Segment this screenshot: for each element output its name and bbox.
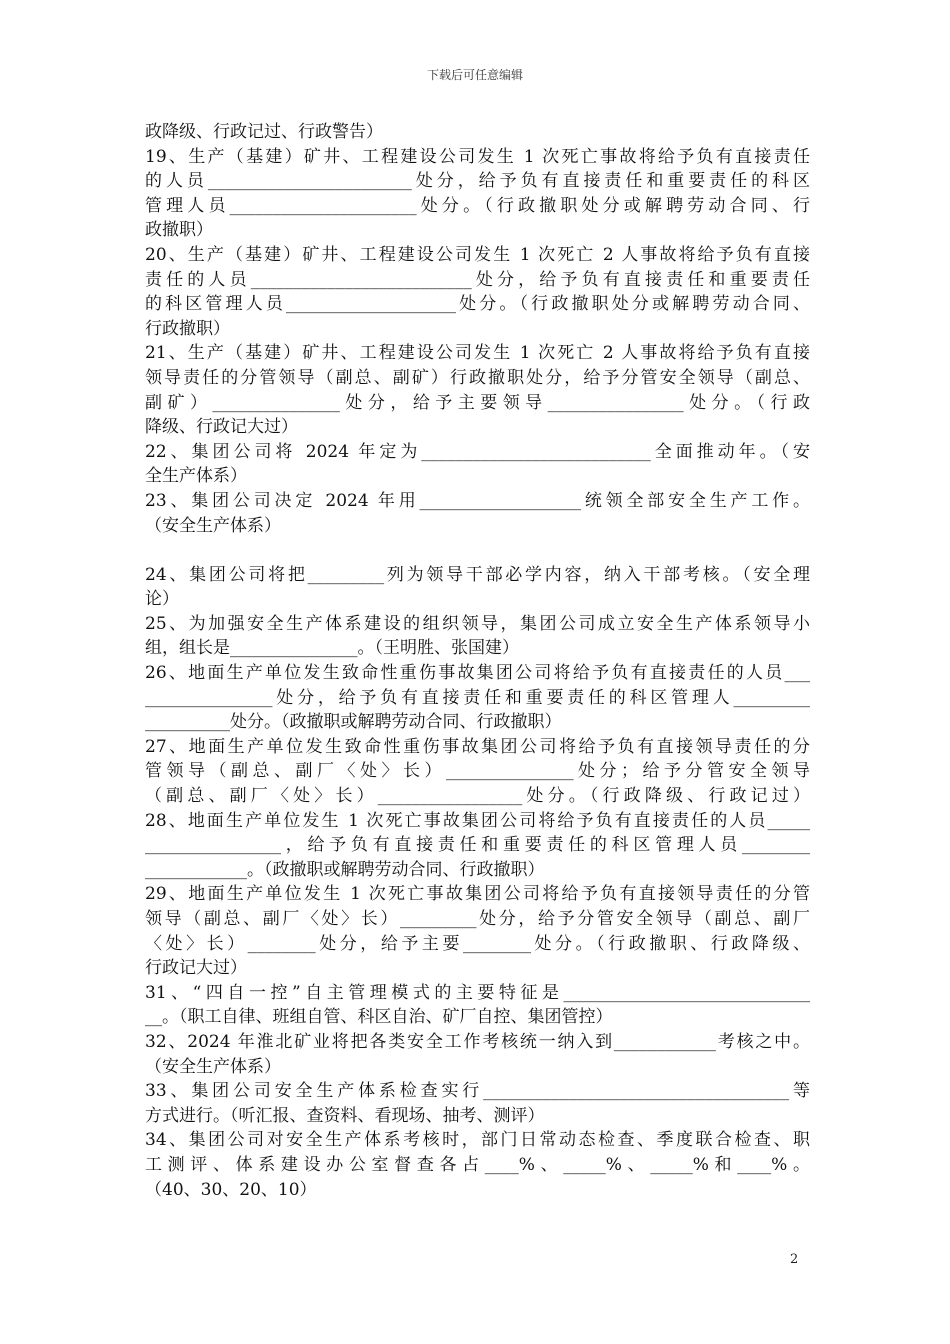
text-line: （副总、副厂〈处〉长）_________________处分。（行政降级、行政记过） bbox=[145, 786, 810, 807]
text-line: 〈处〉长）________处分，给予主要________处分。（行政撤职、行政降级、 bbox=[145, 933, 810, 954]
text-line: __。（职工自律、班组自管、科区自治、矿厂自控、集团管控） bbox=[145, 1007, 613, 1028]
text-line: ________________，给予负有直接责任和重要责任的科区管理人员________ bbox=[145, 835, 810, 856]
text-line: 33、集团公司安全生产体系检查实行____________________________________等 bbox=[145, 1081, 810, 1102]
text-line: 领导责任的分管领导（副总、副矿）行政撤职处分，给予分管安全领导（副总、 bbox=[145, 367, 810, 388]
text-line: 23、集团公司决定 2024 年用___________________统领全部安全生产工作。 bbox=[145, 490, 810, 511]
page-header: 下载后可任意编辑 bbox=[426, 68, 523, 82]
document-body bbox=[145, 120, 810, 1202]
text-line: 副矿）_______________处分，给予主要领导________________处分。（行政 bbox=[145, 392, 810, 413]
text-line: 论） bbox=[145, 589, 179, 610]
text-line: 19、生产（基建）矿井、工程建设公司发生 1 次死亡事故将给予负有直接责任 bbox=[145, 146, 810, 167]
text-line: 29、地面生产单位发生 1 次死亡事故集团公司将给予负有直接领导责任的分管 bbox=[145, 884, 810, 905]
text-line: 组，组长是_______________。（王明胜、张国建） bbox=[145, 638, 519, 659]
text-line: 行政撤职） bbox=[145, 318, 230, 339]
text-line: 领导（副总、副厂〈处〉长）_________处分，给予分管安全领导（副总、副厂 bbox=[145, 909, 810, 929]
text-line: 行政记大过） bbox=[145, 958, 247, 979]
text-line: ____________。（政撤职或解聘劳动合同、行政撤职） bbox=[145, 859, 545, 880]
text-line: 25、为加强安全生产体系建设的组织领导，集团公司成立安全生产体系领导小 bbox=[145, 613, 810, 634]
text-line: __________处分。（政撤职或解聘劳动合同、行政撤职） bbox=[145, 712, 562, 733]
text-line: 管理人员______________________处分。（行政撤职处分或解聘劳动合同、行 bbox=[145, 195, 810, 216]
text-line: （安全生产体系） bbox=[145, 1056, 281, 1077]
text-line: 方式进行。（听汇报、查资料、看现场、抽考、测评） bbox=[145, 1105, 545, 1126]
text-line: 管领导（副总、副厂〈处〉长）_______________处分；给予分管安全领导 bbox=[145, 761, 810, 782]
text-line: 降级、行政记大过） bbox=[145, 417, 298, 438]
blank-line bbox=[145, 538, 810, 563]
text-line: _______________处分，给予负有直接责任和重要责任的科区管理人_________ bbox=[145, 687, 810, 708]
text-line: 的科区管理人员____________________处分。（行政撤职处分或解聘劳动合同、 bbox=[145, 294, 810, 315]
text-line: 28、地面生产单位发生 1 次死亡事故集团公司将给予负有直接责任的人员_____ bbox=[145, 810, 810, 831]
text-line: 26、地面生产单位发生致命性重伤事故集团公司将给予负有直接责任的人员___ bbox=[145, 663, 810, 684]
page-number: 2 bbox=[790, 1252, 799, 1267]
text-line: 的人员________________________处分，给予负有直接责任和重要责任的科区 bbox=[145, 171, 810, 192]
text-line: 20、生产（基建）矿井、工程建设公司发生 1 次死亡 2 人事故将给予负有直接 bbox=[145, 244, 810, 265]
text-line: 政撤职） bbox=[145, 220, 213, 241]
text-line: 责任的人员__________________________处分，给予负有直接责任和重要责任 bbox=[145, 269, 810, 290]
text-line: 34、集团公司对安全生产体系考核时，部门日常动态检查、季度联合检查、职 bbox=[145, 1130, 810, 1151]
text-line: 24、集团公司将把_________列为领导干部必学内容，纳入干部考核。（安全理 bbox=[145, 564, 810, 585]
text-line: 31、“四自一控”自主管理模式的主要特征是_____________________________ bbox=[145, 982, 810, 1003]
text-line: 21、生产（基建）矿井、工程建设公司发生 1 次死亡 2 人事故将给予负有直接 bbox=[145, 343, 810, 364]
text-line: 27、地面生产单位发生致命性重伤事故集团公司将给予负有直接领导责任的分 bbox=[145, 736, 810, 757]
text-line: 全生产体系） bbox=[145, 466, 247, 487]
text-line: 工测评、体系建设办公室督查各占____%、_____%、_____%和____%。 bbox=[145, 1154, 810, 1175]
text-line: 政降级、行政记过、行政警告） bbox=[145, 122, 383, 142]
text-line: （安全生产体系） bbox=[145, 515, 281, 536]
text-line: 32、2024 年淮北矿业将把各类安全工作考核统一纳入到____________考核之中。 bbox=[145, 1031, 810, 1052]
text-line: 22、集团公司将 2024 年定为___________________________全面推动年。（安 bbox=[145, 441, 810, 462]
text-line: （40、30、20、10） bbox=[145, 1179, 317, 1200]
